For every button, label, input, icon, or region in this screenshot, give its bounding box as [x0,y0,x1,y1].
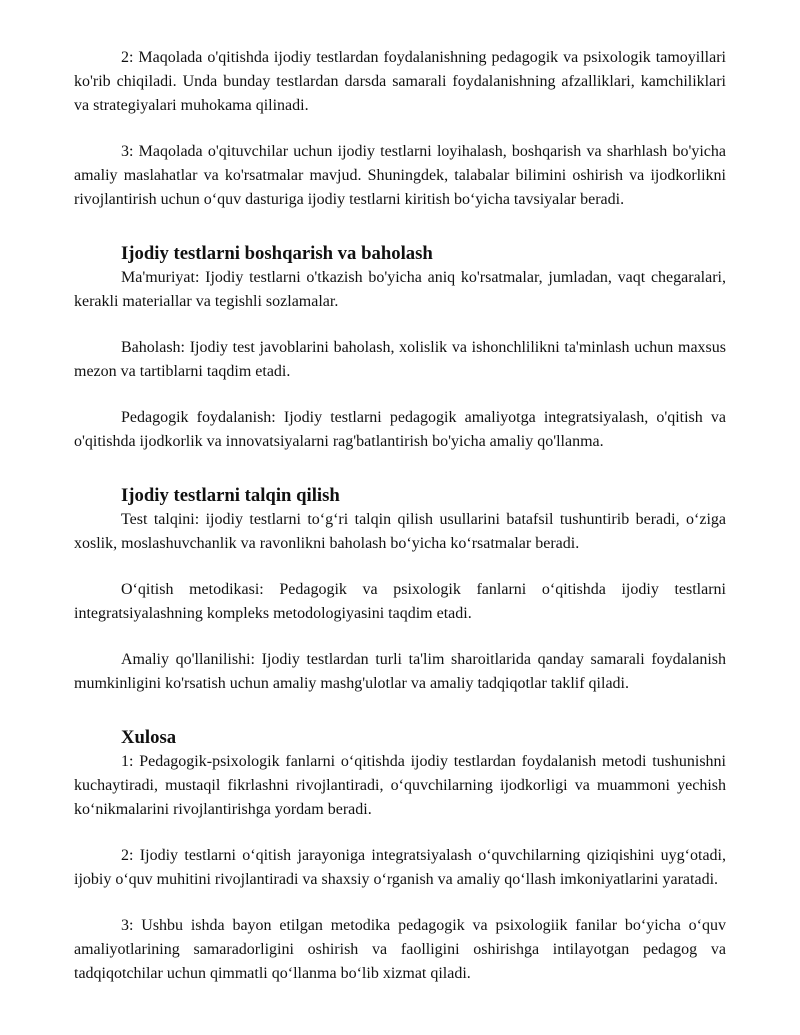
paragraph-administration: Ma'muriyat: Ijodiy testlarni o'tkazish bo'yicha aniq ko'rsatmalar, jumladan, vaqt chegaralari, kerakli materiallar va tegishli sozlamalar. [74,269,726,310]
conclusion-paragraph-3: 3: Ushbu ishda bayon etilgan metodika pedagogik va psixologiik fanilar bo‘yicha o‘quv amaliyotlarining samaradorligini oshirish va faolligini oshirishga intilayotgan pedagog va tadqiqotchilar uchun qimmatli qo‘llanma bo‘lib xizmat qiladi. [74,917,726,982]
paragraph-pedagogical-use: Pedagogik foydalanish: Ijodiy testlarni pedagogik amaliyotga integratsiyalash, o'qitish va o'qitishda ijodkorlik va innovatsiyalarni rag'batlantirish bo'yicha amaliy qo'llanma. [74,409,726,450]
paragraph-assessment: Baholash: Ijodiy test javoblarini baholash, xolislik va ishonchlilikni ta'minlash uchun maxsus mezon va tartiblarni taqdim etadi. [74,339,726,380]
conclusion-paragraph-1: 1: Pedagogik-psixologik fanlarni o‘qitishda ijodiy testlardan foydalanish metodi tushunishni kuchaytiradi, mustaqil fikrlashni rivojlantiradi, o‘quvchilarning ijodkorligi va muammoni yechish ko‘nikmalarini rivojlantirishga yordam beradi. [74,753,726,818]
section-heading-conclusion: Xulosa [121,727,177,748]
document-page [74,46,726,986]
paragraph-teaching-methodology: O‘qitish metodikasi: Pedagogik va psixologik fanlarni o‘qitishda ijodiy testlarni integratsiyalashning kompleks metodologiyasini taqdim etadi. [74,581,726,622]
section-heading-interpretation: Ijodiy testlarni talqin qilish [121,485,340,506]
intro-paragraph-2: 2: Maqolada o'qitishda ijodiy testlardan foydalanishning pedagogik va psixologik tamoyillari ko'rib chiqiladi. Unda bunday testlardan darsda samarali foydalanishning afzalliklari, kamchiliklari va strategiyalari muhokama qilinadi. [74,49,726,114]
section-heading-administration: Ijodiy testlarni boshqarish va baholash [121,243,433,264]
paragraph-test-interpretation: Test talqini: ijodiy testlarni to‘g‘ri talqin qilish usullarini batafsil tushuntirib beradi, o‘ziga xoslik, moslashuvchanlik va ravonlikni baholash bo‘yicha ko‘rsatmalar beradi. [74,511,726,552]
conclusion-paragraph-2: 2: Ijodiy testlarni o‘qitish jarayoniga integratsiyalash o‘quvchilarning qiziqishini uyg‘otadi, ijobiy o‘quv muhitini rivojlantiradi va shaxsiy o‘rganish va amaliy qo‘llash imkoniyatlarini yaratadi. [74,847,726,888]
intro-paragraph-3: 3: Maqolada o'qituvchilar uchun ijodiy testlarni loyihalash, boshqarish va sharhlash bo'yicha amaliy maslahatlar va ko'rsatmalar mavjud. Shuningdek, talabalar bilimini oshirish va ijodkorlikni rivojlantirish uchun o‘quv dasturiga ijodiy testlarni kiritish bo‘yicha tavsiyalar beradi. [74,143,726,208]
paragraph-practical-application: Amaliy qo'llanilishi: Ijodiy testlardan turli ta'lim sharoitlarida qanday samarali foydalanish mumkinligini ko'rsatish uchun amaliy mashg'ulotlar va amaliy tadqiqotlar taklif qiladi. [74,651,726,692]
